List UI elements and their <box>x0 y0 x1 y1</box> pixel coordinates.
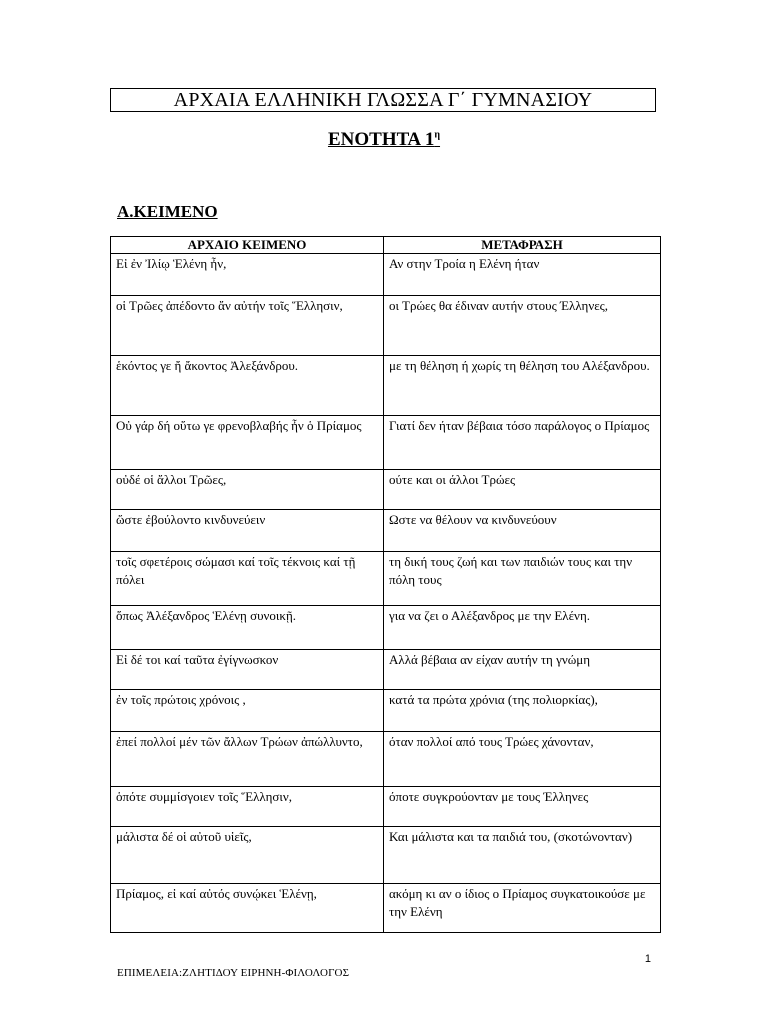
table-row <box>111 510 661 552</box>
translation-cell: Ωστε να θέλουν να κινδυνεύουν <box>384 510 661 552</box>
translation-cell: οι Τρώες θα έδιναν αυτήν στους Έλληνες, <box>384 296 661 356</box>
table-row <box>111 254 661 296</box>
table-header-row <box>111 237 661 254</box>
table-row <box>111 416 661 470</box>
unit-title <box>0 129 768 151</box>
translation-cell: τη δική τους ζωή και των παιδιών τους και την πόλη τους <box>384 552 661 606</box>
translation-cell: για να ζει ο Αλέξανδρος με την Ελένη. <box>384 606 661 650</box>
table-row <box>111 296 661 356</box>
table-row <box>111 827 661 884</box>
table-body <box>111 254 661 933</box>
ancient-text-cell: ὥστε ἐβούλοντο κινδυνεύειν <box>111 510 384 552</box>
page-number: 1 <box>644 953 651 965</box>
document-title: ΑΡΧΑΙΑ ΕΛΛΗΝΙΚΗ ΓΛΩΣΣΑ Γ΄ ΓΥΜΝΑΣΙΟΥ <box>110 88 656 112</box>
table-row <box>111 650 661 690</box>
translation-cell: ούτε και οι άλλοι Τρώες <box>384 470 661 510</box>
ancient-text-cell: ὁπότε συμμίσγοιεν τοῖς Ἕλλησιν, <box>111 787 384 827</box>
translation-cell: Και μάλιστα και τα παιδιά του, (σκοτώνονταν) <box>384 827 661 884</box>
table-row <box>111 356 661 416</box>
translation-cell: με τη θέληση ή χωρίς τη θέληση του Αλέξανδρου. <box>384 356 661 416</box>
column-header-translation: ΜΕΤΑΦΡΑΣΗ <box>384 237 661 254</box>
ancient-text-cell: ἐπεί πολλοί μέν τῶν ἄλλων Τρώων ἀπώλλυντο, <box>111 732 384 787</box>
translation-cell: Αλλά βέβαια αν είχαν αυτήν τη γνώμη <box>384 650 661 690</box>
translation-cell: ακόμη κι αν ο ίδιος ο Πρίαμος συγκατοικούσε με την Ελένη <box>384 884 661 933</box>
unit-label: ΕΝΟΤΗΤΑ 1 <box>327 129 435 150</box>
text-translation-table <box>110 236 661 933</box>
translation-cell: όταν πολλοί από τους Τρώες χάνονταν, <box>384 732 661 787</box>
table-row <box>111 690 661 732</box>
ancient-text-cell: Οὐ γάρ δή οὕτω γε φρενοβλαβής ἦν ὁ Πρίαμος <box>111 416 384 470</box>
table-row <box>111 884 661 933</box>
translation-cell: όποτε συγκρούονταν με τους Έλληνες <box>384 787 661 827</box>
table-row <box>111 732 661 787</box>
unit-superscript: η <box>434 129 441 141</box>
ancient-text-cell: ἐν τοῖς πρώτοις χρόνοις , <box>111 690 384 732</box>
ancient-text-cell: Πρίαμος, εἰ καί αὐτός συνῴκει Ἑλένῃ, <box>111 884 384 933</box>
translation-cell: Γιατί δεν ήταν βέβαια τόσο παράλογος ο Πρίαμος <box>384 416 661 470</box>
ancient-text-cell: Εἰ ἐν Ἰλίῳ Ἑλένη ἦν, <box>111 254 384 296</box>
ancient-text-cell: οἱ Τρῶες ἀπέδοντο ἄν αὐτήν τοῖς Ἕλλησιν, <box>111 296 384 356</box>
ancient-text-cell: ἑκόντος γε ἤ ἄκοντος Ἀλεξάνδρου. <box>111 356 384 416</box>
footer-author: ΕΠΙΜΕΛΕΙΑ:ΖΛΗΤΙΔΟΥ ΕΙΡΗΝΗ-ΦΙΛΟΛΟΓΟΣ <box>117 967 350 979</box>
section-heading: Α.ΚΕΙΜΕΝΟ <box>117 202 218 221</box>
table-row <box>111 787 661 827</box>
ancient-text-cell: Εἰ δέ τοι καί ταῦτα ἐγίγνωσκον <box>111 650 384 690</box>
column-header-ancient: ΑΡΧΑΙΟ ΚΕΙΜΕΝΟ <box>111 237 384 254</box>
translation-cell: Αν στην Τροία η Ελένη ήταν <box>384 254 661 296</box>
ancient-text-cell: οὐδέ οἱ ἄλλοι Τρῶες, <box>111 470 384 510</box>
translation-cell: κατά τα πρώτα χρόνια (της πολιορκίας), <box>384 690 661 732</box>
ancient-text-cell: τοῖς σφετέροις σώμασι καί τοῖς τέκνοις καί τῇ πόλει <box>111 552 384 606</box>
ancient-text-cell: μάλιστα δέ οἱ αὐτοῦ υἱεῖς, <box>111 827 384 884</box>
table-row <box>111 470 661 510</box>
table-row <box>111 606 661 650</box>
table-row <box>111 552 661 606</box>
ancient-text-cell: ὅπως Ἀλέξανδρος Ἑλένῃ συνοικῇ. <box>111 606 384 650</box>
